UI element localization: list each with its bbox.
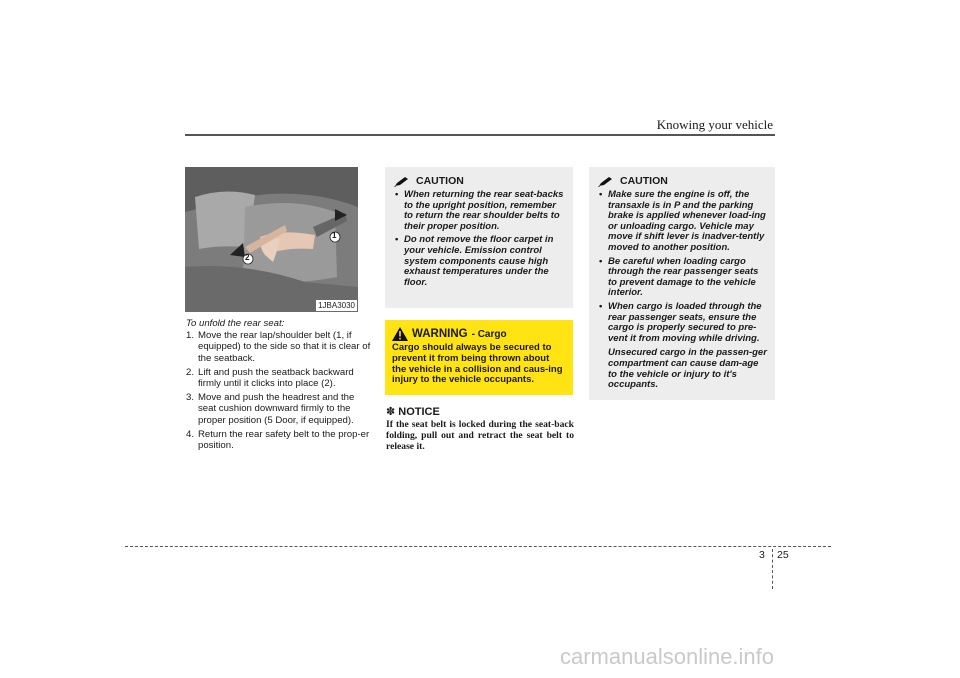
step-text: Lift and push the seatback backward firmly until it clicks into place (2).: [198, 366, 354, 390]
page-number: 25: [777, 549, 789, 561]
step-text: Move and push the headrest and the seat cushion downward firmly to the proper position (5 Door, if equipped).: [198, 392, 355, 426]
list-item: • Do not remove the floor carpet in your vehicle. Emission control system components cause high exhaust temperatures under the floor.: [395, 234, 554, 288]
callout-2: 2: [245, 253, 250, 262]
caution-text: Make sure the engine is off, the transaxle is in P and the parking brake is applied whenever load-ing or unloading cargo. Vehicle may move if shift lever is inadver-tently moved to another position.: [608, 189, 766, 253]
caution-list: [394, 190, 565, 288]
step-number: 1.: [186, 330, 195, 342]
pencil-icon: [394, 176, 410, 187]
pencil-icon: [598, 176, 614, 187]
footer-rule: [125, 546, 831, 547]
warning-heading: [392, 327, 566, 341]
unfold-instructions: [186, 318, 372, 454]
caution-text: Do not remove the floor carpet in your vehicle. Emission control system components cause high exhaust temperatures under the floor.: [404, 234, 554, 288]
instructions-list: [186, 330, 372, 451]
notice-body: If the seat belt is locked during the seat-back folding, pull out and retract the seat belt to release it.: [386, 419, 574, 452]
chapter-number: 3: [759, 549, 765, 561]
figure-code: 1JBA3030: [318, 301, 355, 310]
warning-subtitle: - Cargo: [471, 328, 507, 340]
caution-box-seatback: [385, 167, 573, 308]
caution-heading: [394, 175, 565, 187]
watermark: carmanualsonline.info: [560, 644, 775, 669]
caution-title: CAUTION: [620, 175, 668, 187]
warning-box-cargo: [385, 320, 573, 395]
caution-text: When returning the rear seat-backs to the upright position, remember to return the rear shoulder belts to their proper position.: [404, 189, 564, 232]
caution-list: [598, 190, 767, 344]
list-item: • When returning the rear seat-backs to the upright position, remember to return the rear shoulder belts to their proper position.: [395, 189, 564, 232]
notice-section: [386, 405, 574, 452]
step-number: 2.: [186, 366, 195, 378]
caution-title: CAUTION: [416, 175, 464, 187]
list-item: • Be careful when loading cargo through the rear passenger seats to prevent damage to the vehicle interior.: [599, 255, 759, 299]
warning-triangle-icon: [392, 327, 408, 341]
seat-illustration: [185, 167, 358, 312]
notice-title: ✽ NOTICE: [386, 406, 440, 418]
list-item: [186, 330, 372, 364]
list-item: [186, 429, 372, 451]
warning-body: Cargo should always be secured to prevent it from being thrown about the vehicle in a collision and caus-ing injury to the vehicle occupants.: [392, 342, 563, 386]
section-title: Knowing your vehicle: [656, 117, 773, 132]
step-text: Move the rear lap/shoulder belt (1, if equipped) to the side so that it is clear of the seatback.: [198, 330, 371, 364]
step-number: 3.: [186, 392, 195, 404]
caution-box-cargo: [589, 167, 775, 400]
caution-text: When cargo is loaded through the rear passenger seats, ensure the cargo is properly secured to pre-vent it from moving while driving.: [608, 300, 762, 344]
caution-text: Be careful when loading cargo through the rear passenger seats to prevent damage to the vehicle interior.: [608, 255, 759, 299]
instructions-subheading: To unfold the rear seat:: [186, 318, 285, 329]
step-text: Return the rear safety belt to the prop-er position.: [198, 428, 370, 452]
page-number-divider: [772, 549, 773, 589]
callout-1: 1: [332, 231, 337, 240]
caution-extra-text: Unsecured cargo in the passen-ger compartment can cause dam-age to the vehicle or injury to it's occupants.: [608, 347, 767, 391]
list-item: [186, 392, 372, 426]
list-item: [186, 367, 372, 389]
header-rule: [185, 134, 775, 136]
caution-heading: [598, 175, 767, 187]
list-item: • When cargo is loaded through the rear passenger seats, ensure the cargo is properly secured to pre-vent it from moving while driving.: [599, 300, 762, 344]
list-item: • Make sure the engine is off, the transaxle is in P and the parking brake is applied whenever load-ing or unloading cargo. Vehicle may move if shift lever is inadver-tently moved to another position.: [599, 189, 766, 253]
step-number: 4.: [186, 428, 195, 440]
warning-title: WARNING: [412, 328, 468, 340]
